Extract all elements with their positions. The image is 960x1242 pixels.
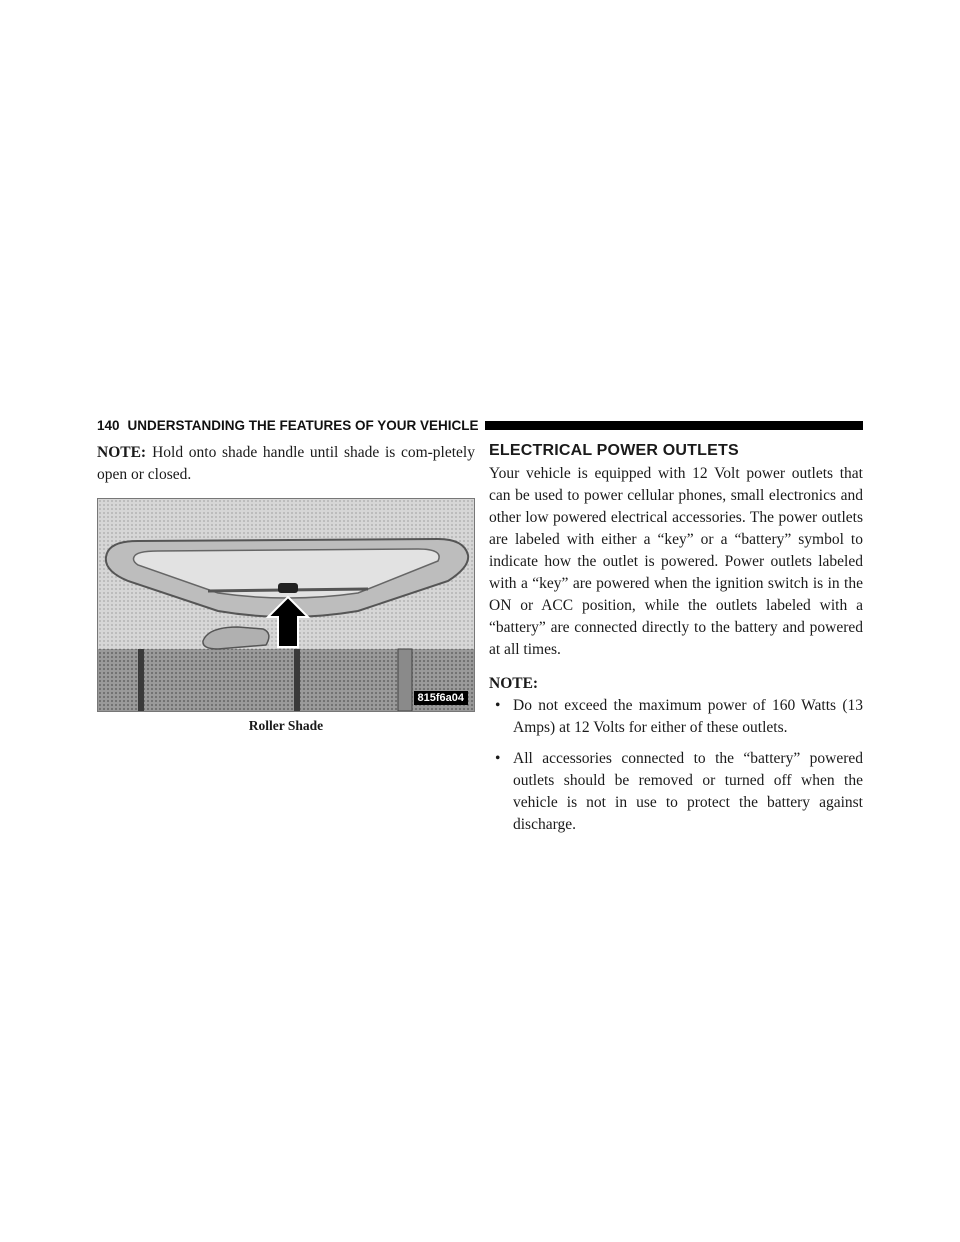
list-item — [489, 695, 863, 739]
list-item-text: All accessories connected to the “battery” powered outlets should be removed or turned off when the vehicle is not in use to protect the battery against discharge. — [513, 750, 863, 833]
note-label: NOTE: — [97, 444, 147, 461]
list-item — [489, 748, 863, 836]
right-column — [489, 442, 863, 845]
shade-note — [97, 442, 475, 486]
bullet-icon: • — [495, 697, 501, 714]
note-text: Hold onto shade handle until shade is com-pletely open or closed. — [97, 444, 475, 483]
note-label: NOTE: — [489, 675, 539, 692]
page-header — [97, 416, 863, 434]
section-title: UNDERSTANDING THE FEATURES OF YOUR VEHICLE — [127, 417, 479, 433]
section-heading: ELECTRICAL POWER OUTLETS — [489, 442, 739, 459]
roller-shade-illustration — [98, 499, 474, 711]
note-bullet-list — [489, 695, 863, 836]
page-number: 140 — [97, 417, 120, 433]
roller-shade-figure — [97, 498, 475, 712]
power-outlets-paragraph: Your vehicle is equipped with 12 Volt power outlets that can be used to power cellular phones, small electronics and other low powered electrical accessories. The power outlets are labeled with either a “key” or a “battery” symbol to indicate how the outlet is powered. Power outlets labeled with a “key” are powered when the ignition switch is in the ON or ACC position, while the outlets labeled with a “battery” are connected directly to the battery and powered at all times. — [489, 465, 863, 658]
figure-code: 815f6a04 — [414, 691, 469, 705]
outlet-note — [489, 673, 863, 836]
figure-caption: Roller Shade — [248, 718, 324, 733]
bullet-icon: • — [495, 750, 501, 767]
left-column — [97, 442, 475, 734]
list-item-text: Do not exceed the maximum power of 160 Watts (13 Amps) at 12 Volts for either of these outlets. — [513, 697, 863, 736]
header-rule — [485, 421, 863, 430]
